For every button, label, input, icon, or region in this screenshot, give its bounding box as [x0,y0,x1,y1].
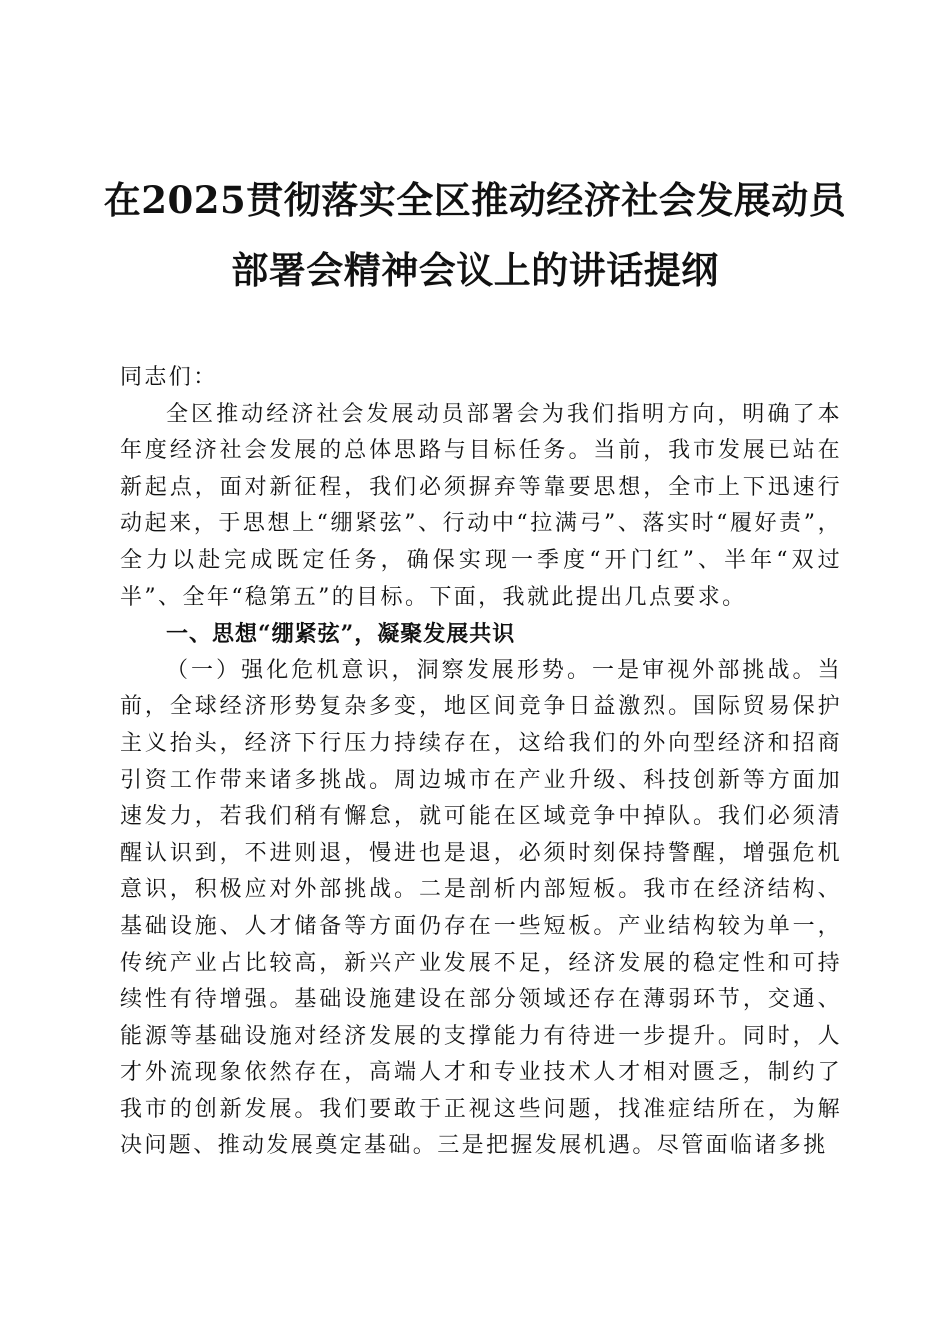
intro-paragraph: 全区推动经济社会发展动员部署会为我们指明方向，明确了本年度经济社会发展的总体思路与目标任务。当前，我市发展已站在新起点，面对新征程，我们必须摒弃等靠要思想，全市上下迅速行动起来，于思想上“绷紧弦”、行动中“拉满弓”、落实时“履好责”，全力以赴完成既定任务，确保实现一季度“开门红”、半年“双过半”、全年“稳第五”的目标。下面，我就此提出几点要求。 [120,401,842,610]
salutation: 同志们： [120,365,218,390]
section-heading-1: 一、思想“绷紧弦”，凝聚发展共识 [166,621,516,648]
title-line-1: 在2025贯彻落实全区推动经济社会发展动员 [103,178,847,222]
document-title [60,165,890,305]
document-body [120,360,842,1165]
title-line-2: 部署会精神会议上的讲话提纲 [231,248,719,292]
subsection-paragraph-1: （一）强化危机意识，洞察发展形势。一是审视外部挑战。当前，全球经济形势复杂多变，地区间竞争日益激烈。国际贸易保护主义抬头，经济下行压力持续存在，这给我们的外向型经济和招商引资工作带来诸多挑战。周边城市在产业升级、科技创新等方面加速发力，若我们稍有懈怠，就可能在区域竞争中掉队。我们必须清醒认识到，不进则退，慢进也是退，必须时刻保持警醒，增强危机意识，积极应对外部挑战。二是剖析内部短板。我市在经济结构、基础设施、人才储备等方面仍存在一些短板。产业结构较为单一，传统产业占比较高，新兴产业发展不足，经济发展的稳定性和可持续性有待增强。基础设施建设在部分领域还存在薄弱环节，交通、能源等基础设施对经济发展的支撑能力有待进一步提升。同时，人才外流现象依然存在，高端人才和专业技术人才相对匮乏，制约了我市的创新发展。我们要敢于正视这些问题，找准症结所在，为解决问题、推动发展奠定基础。三是把握发展机遇。尽管面临诸多挑 [120,657,842,1159]
